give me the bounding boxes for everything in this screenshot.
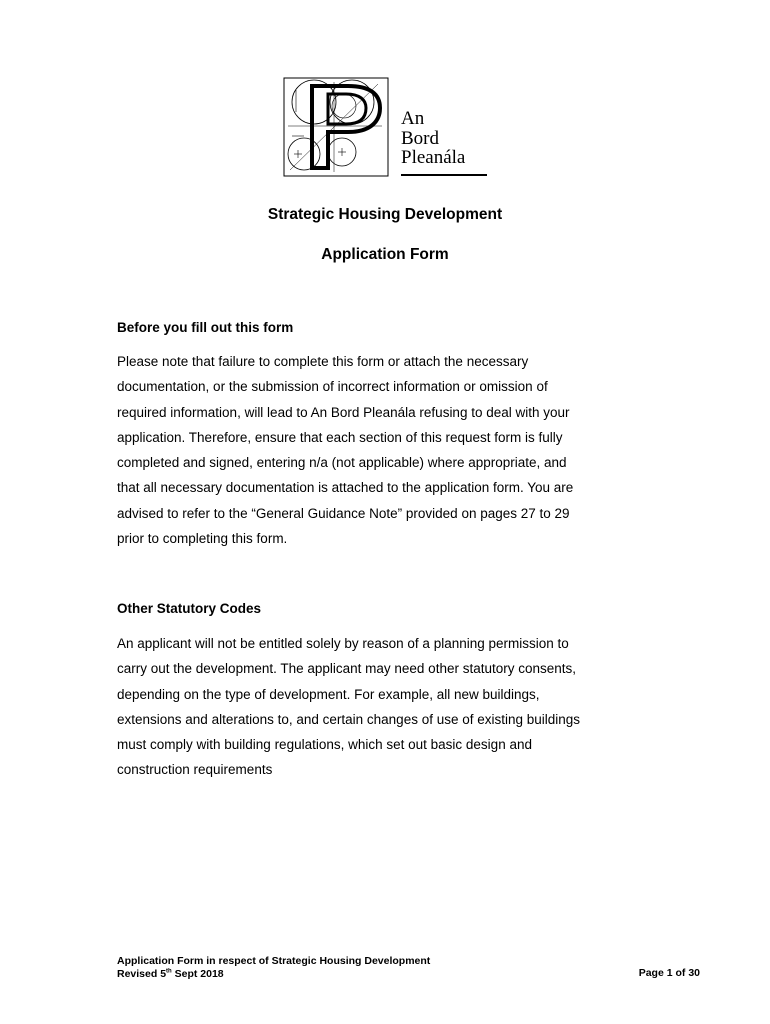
logo-p-emblem-icon — [282, 76, 392, 178]
document-subtitle: Application Form — [321, 246, 449, 263]
section-body-before-you-fill — [117, 349, 657, 551]
paragraph-line: advised to refer to the “General Guidance Note” provided on pages 27 to 29 — [117, 505, 570, 521]
section-heading-other-statutory-codes: Other Statutory Codes — [117, 601, 262, 616]
logo — [282, 76, 492, 182]
paragraph-line: completed and signed, entering n/a (not applicable) where appropriate, and — [117, 455, 567, 471]
revision-prefix: Revised 5 — [117, 967, 167, 980]
revision-suffix: Sept 2018 — [171, 967, 224, 980]
paragraph-line: An applicant will not be entitled solely by reason of a planning permission to — [117, 636, 569, 651]
paragraph-line: extensions and alterations to, and certain changes of use of existing buildings — [117, 711, 581, 727]
footer-document-info — [117, 955, 430, 980]
section-body-other-statutory-codes — [117, 631, 657, 783]
logo-line-an: An — [401, 108, 425, 129]
paragraph-line: application. Therefore, ensure that each section of this request form is fully — [117, 429, 563, 445]
paragraph-line: depending on the type of development. For example, all new buildings, — [117, 686, 540, 702]
document-title: Strategic Housing Development — [267, 206, 503, 223]
section-heading-before-you-fill: Before you fill out this form — [117, 320, 294, 335]
logo-line-pleanala: Pleanála — [401, 147, 466, 168]
footer-form-title: Application Form in respect of Strategic Housing Development — [117, 955, 431, 967]
logo-underline — [401, 174, 487, 176]
paragraph-line: that all necessary documentation is attached to the application form. You are — [117, 480, 574, 496]
logo-line-bord: Bord — [401, 127, 439, 149]
revision-ordinal: th — [166, 968, 172, 974]
paragraph-line: Please note that failure to complete this form or attach the necessary — [117, 354, 529, 369]
paragraph-line: required information, will lead to An Bord Pleanála refusing to deal with your — [117, 404, 570, 420]
paragraph-line: must comply with building regulations, which set out basic design and — [117, 737, 532, 753]
paragraph-line: documentation, or the submission of incorrect information or omission of — [117, 379, 548, 395]
logo-wordmark — [401, 109, 465, 168]
footer-revision-date — [117, 968, 430, 981]
footer-page-number: Page 1 of 30 — [638, 967, 700, 979]
paragraph-line: prior to completing this form. — [117, 531, 288, 547]
paragraph-line: construction requirements — [117, 762, 273, 778]
paragraph-line: carry out the development. The applicant may need other statutory consents, — [117, 661, 577, 677]
